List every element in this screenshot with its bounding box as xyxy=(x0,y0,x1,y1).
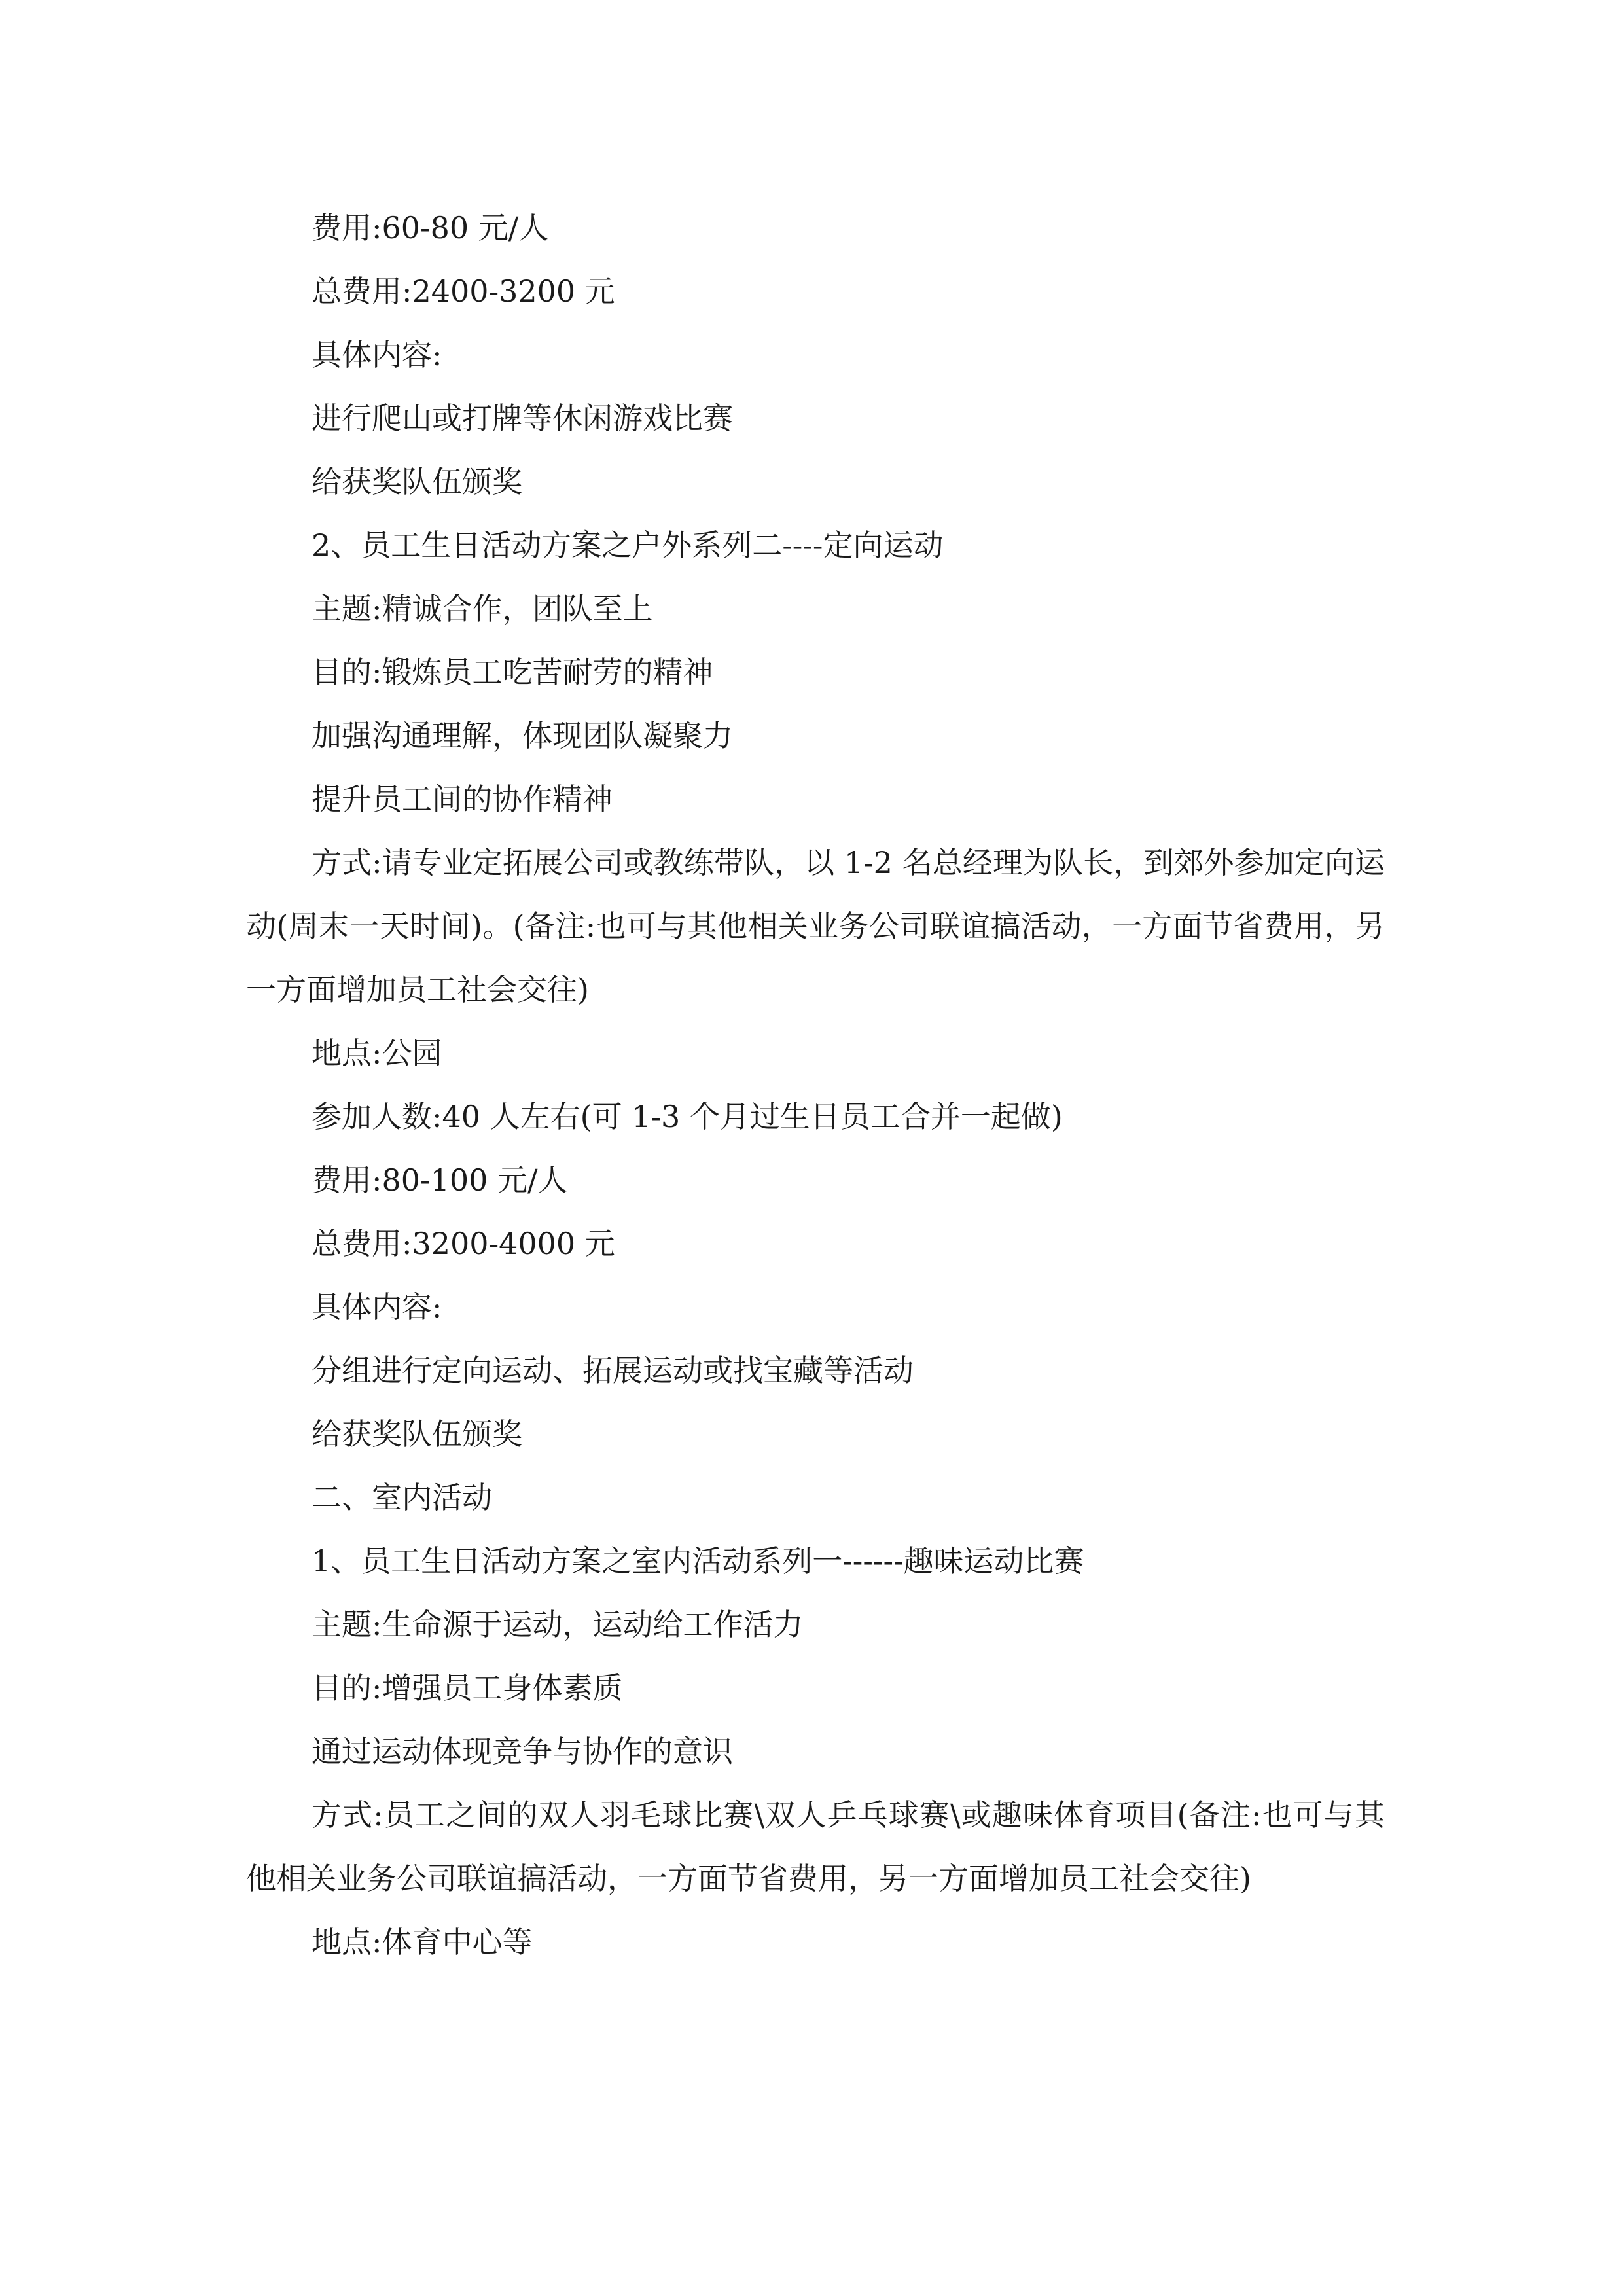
paragraph-fee-2: 费用:80-100 元/人 xyxy=(312,1162,568,1198)
section-heading-indoor: 二、室内活动 xyxy=(312,1480,492,1515)
paragraph-location-2: 地点:体育中心等 xyxy=(312,1924,533,1960)
paragraph-theme-2: 主题:生命源于运动，运动给工作活力 xyxy=(312,1607,804,1642)
section-heading-outdoor-2: 2、员工生日活动方案之户外系列二----定向运动 xyxy=(312,528,944,563)
paragraph-fee: 费用:60-80 元/人 xyxy=(312,210,549,245)
paragraph-purpose-2: 目的:增强员工身体素质 xyxy=(312,1670,623,1706)
paragraph-award: 给获奖队伍颁奖 xyxy=(312,464,522,499)
paragraph-details-heading-2: 具体内容: xyxy=(312,1289,442,1325)
paragraph-total-fee: 总费用:2400-3200 元 xyxy=(312,274,615,309)
paragraph-total-fee-2: 总费用:3200-4000 元 xyxy=(312,1226,615,1261)
paragraph-collaboration: 提升员工间的协作精神 xyxy=(312,781,613,817)
paragraph-location: 地点:公园 xyxy=(312,1035,442,1071)
section-heading-indoor-1: 1、员工生日活动方案之室内活动系列一------趣味运动比赛 xyxy=(312,1543,1084,1579)
paragraph-competition: 通过运动体现竞争与协作的意识 xyxy=(312,1734,733,1769)
paragraph-participants: 参加人数:40 人左右(可 1-3 个月过生日员工合并一起做) xyxy=(312,1099,1063,1134)
paragraph-method: 方式:请专业定拓展公司或教练带队，以 1-2 名总经理为队长，到郊外参加定向运动(周末一天时间)。(备注:也可与其他相关业务公司联谊搞活动，一方面节省费用，另一方面增加员工社会交往) xyxy=(246,845,1385,1007)
paragraph-hiking: 进行爬山或打牌等休闲游戏比赛 xyxy=(312,401,733,436)
paragraph-purpose: 目的:锻炼员工吃苦耐劳的精神 xyxy=(312,655,713,690)
paragraph-theme: 主题:精诚合作，团队至上 xyxy=(312,591,653,626)
paragraph-orienteering: 分组进行定向运动、拓展运动或找宝藏等活动 xyxy=(312,1353,914,1388)
paragraph-details-heading: 具体内容: xyxy=(312,337,442,372)
paragraph-award-2: 给获奖队伍颁奖 xyxy=(312,1416,522,1452)
document-body xyxy=(246,196,1385,1974)
paragraph-method-2: 方式:员工之间的双人羽毛球比赛\双人乒乓球赛\或趣味体育项目(备注:也可与其他相关业务公司联谊搞活动，一方面节省费用，另一方面增加员工社会交往) xyxy=(246,1797,1385,1896)
paragraph-communication: 加强沟通理解，体现团队凝聚力 xyxy=(312,718,733,753)
